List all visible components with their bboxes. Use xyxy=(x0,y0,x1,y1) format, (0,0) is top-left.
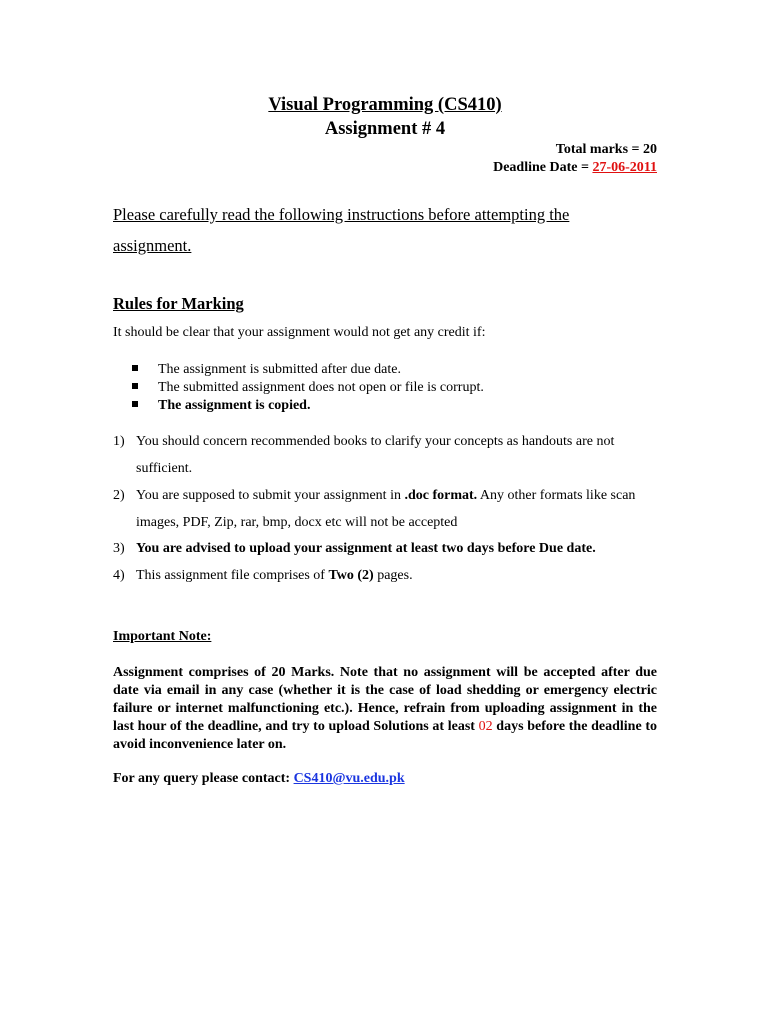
instruction-3: 3) You are advised to upload your assignment at least two days before Due date. xyxy=(113,541,596,556)
contact-email-link[interactable]: CS410@vu.edu.pk xyxy=(293,771,405,786)
bullet-square-icon xyxy=(132,401,138,407)
list-item: The assignment is copied. xyxy=(132,397,484,415)
bullet-square-icon xyxy=(132,365,138,371)
rules-heading: Rules for Marking xyxy=(113,294,244,313)
days-count: 02 xyxy=(478,719,493,734)
deadline-date: 27-06-2011 xyxy=(592,160,657,175)
bullet-square-icon xyxy=(132,383,138,389)
contact-label: For any query please contact: xyxy=(113,771,294,786)
rules-lead: It should be clear that your assignment would not get any credit if: xyxy=(113,325,486,340)
instruction-1: 1) You should concern recommended books to clarify your concepts as handouts are not sufficient. xyxy=(113,434,615,476)
total-marks: Total marks = 20 xyxy=(555,142,657,157)
assignment-number: Assignment # 4 xyxy=(324,119,446,139)
instruction-2: 2) You are supposed to submit your assignment in .doc format. Any other formats like scan images, PDF, Zip, rar, bmp, docx etc will not be accepted xyxy=(113,488,636,530)
important-note-body: Assignment comprises of 20 Marks. Note that no assignment will be accepted after due date via email in any case (whether it is the case of load shedding or emergency electric failure or internet malfunctioning etc.). Hence, refrain from uploading assignment in the last hour of the deadline, and try to upload Solutions at least 02 days before the deadline to avoid inconvenience later on. xyxy=(113,665,658,752)
instruction-4: 4) This assignment file comprises of Two (2) pages. xyxy=(113,568,413,583)
intro-instructions: Please carefully read the following instructions before attempting the assignment. xyxy=(113,205,570,255)
rules-list xyxy=(132,361,484,415)
contact-line xyxy=(113,771,405,787)
important-note-heading: Important Note: xyxy=(113,629,212,644)
deadline-line xyxy=(493,160,657,176)
deadline-label: Deadline Date = xyxy=(493,160,593,175)
document-title: Visual Programming (CS410) xyxy=(268,95,502,115)
list-item: The assignment is submitted after due date. xyxy=(132,361,484,379)
list-item: The submitted assignment does not open or file is corrupt. xyxy=(132,379,484,397)
